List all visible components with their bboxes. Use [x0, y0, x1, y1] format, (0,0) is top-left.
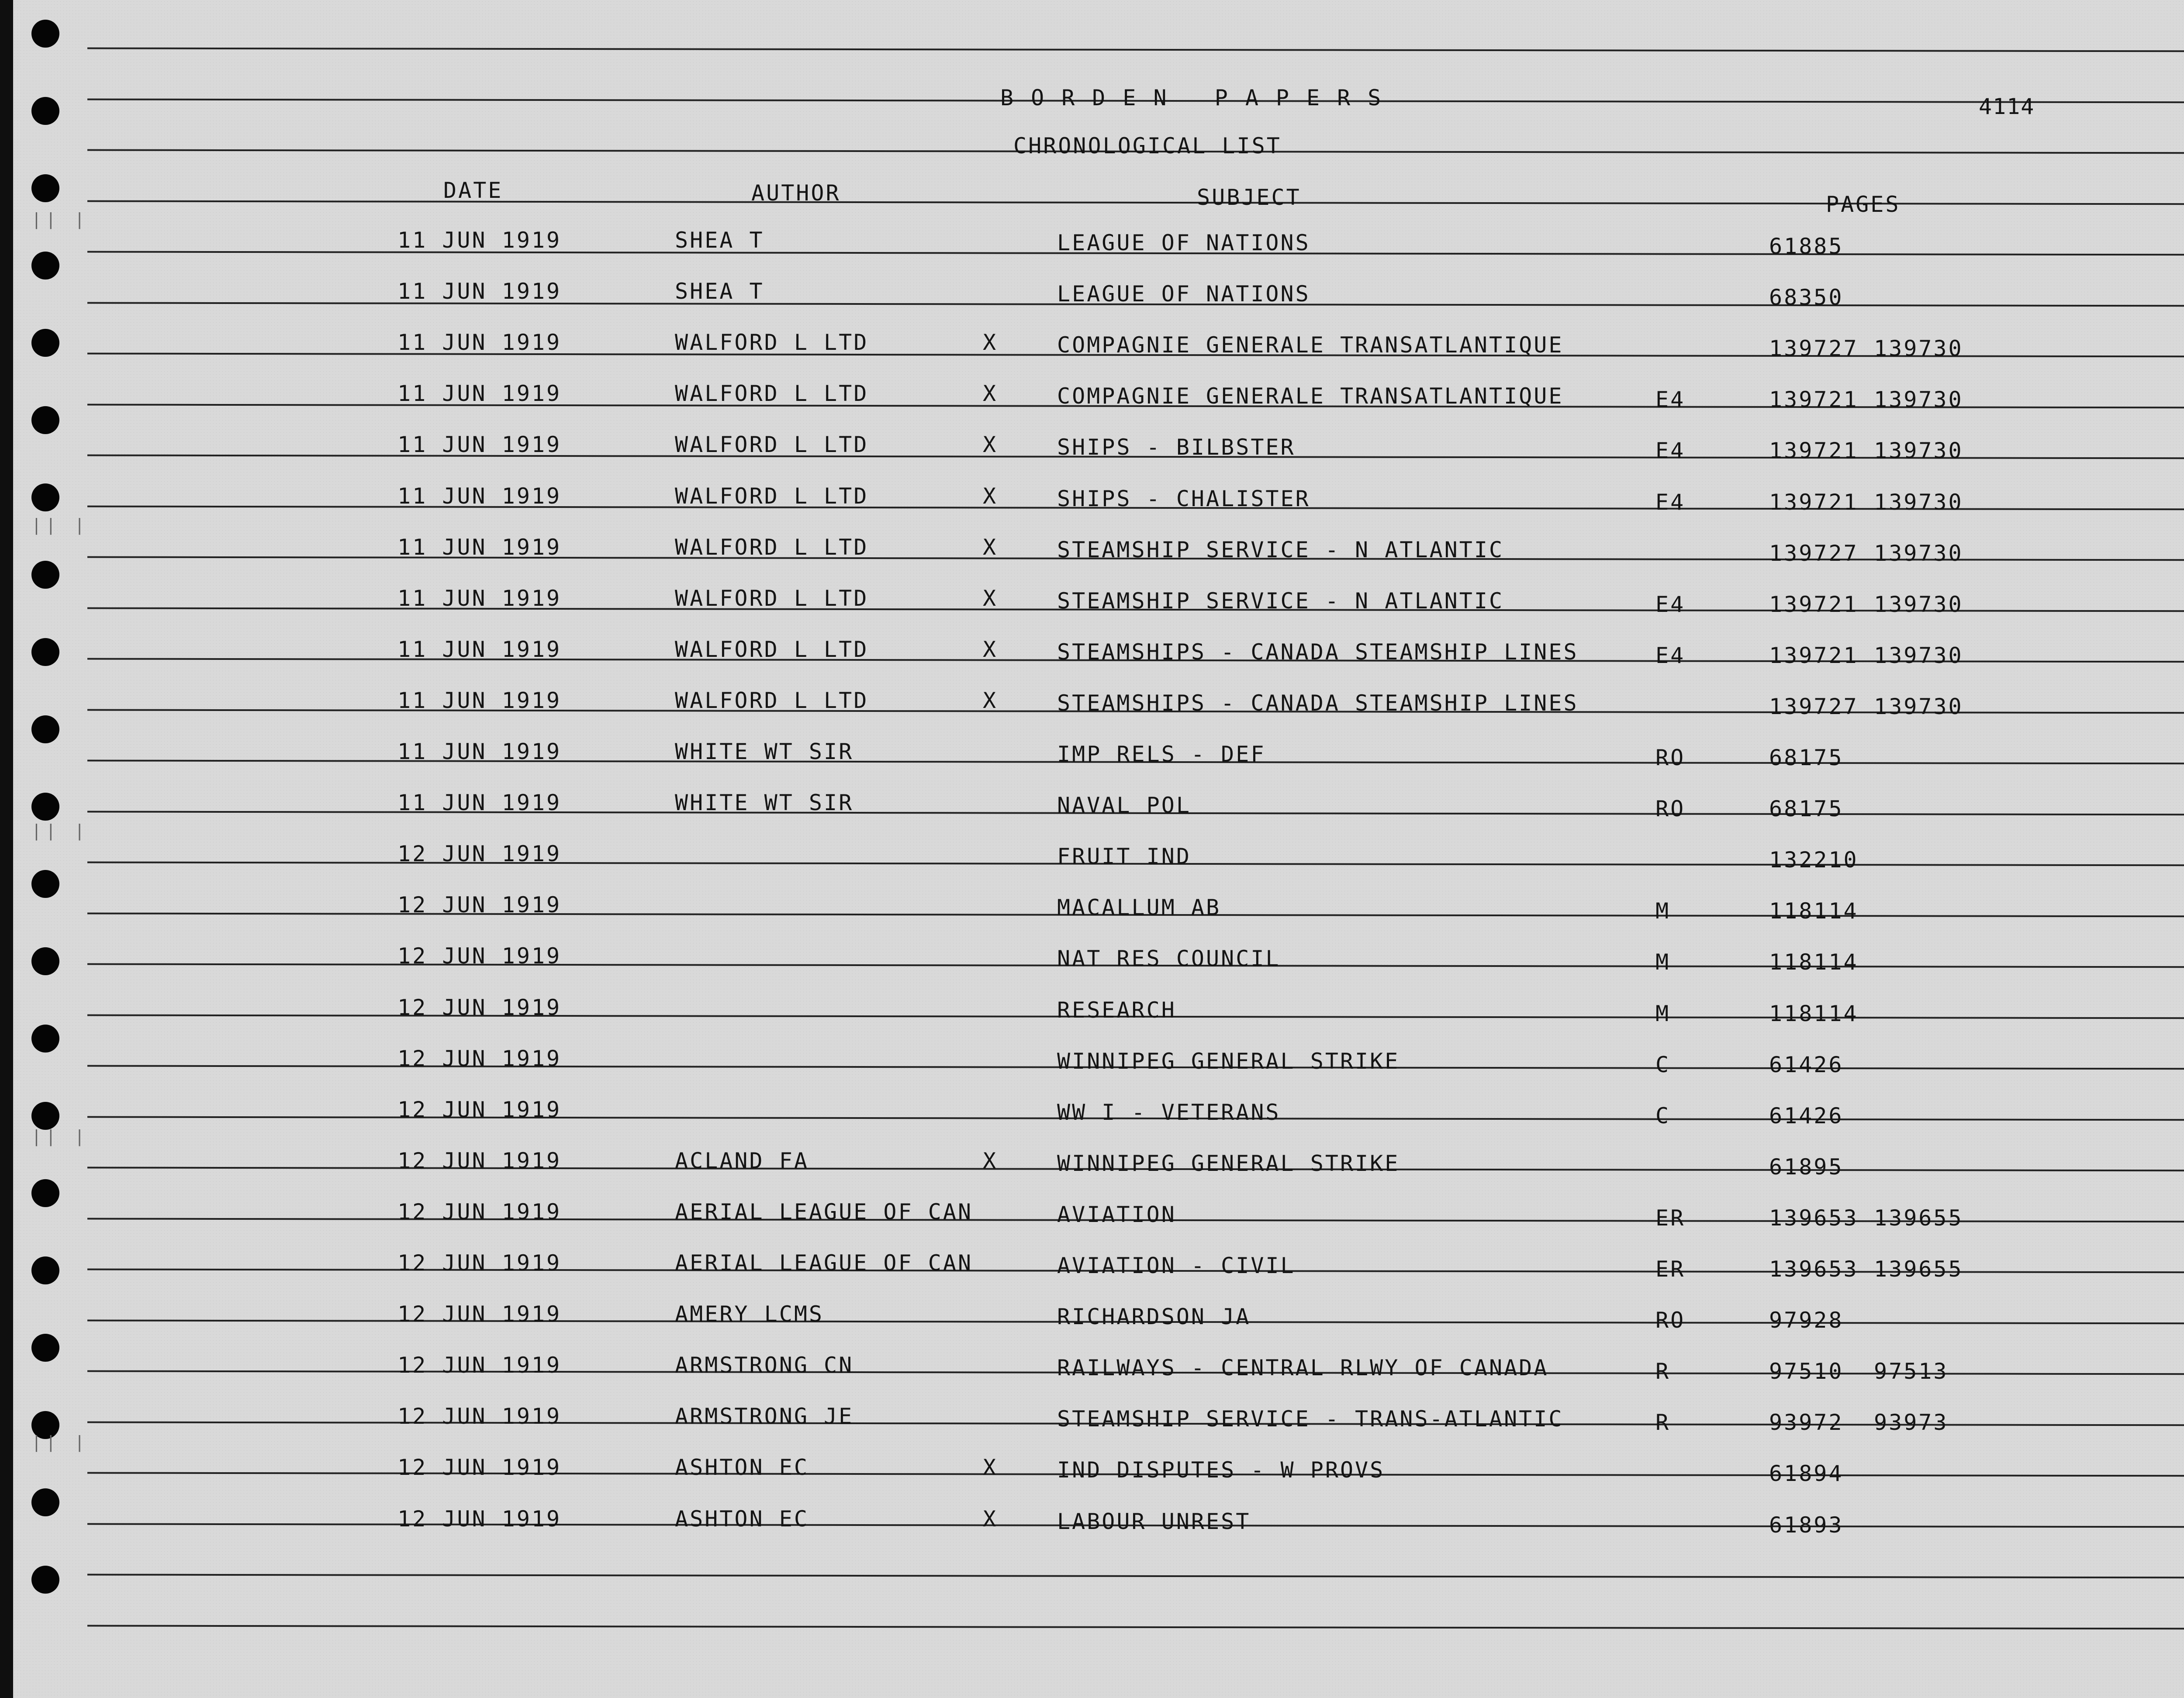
cell-author: AMERY LCMS	[675, 1301, 824, 1327]
feed-hole	[31, 1334, 59, 1362]
cell-author: WALFORD L LTD	[675, 330, 869, 355]
printout-sheet	[13, 0, 2184, 1698]
cell-subject: IMP RELS - DEF	[1057, 742, 1266, 767]
cell-page-from: 139721	[1769, 438, 1859, 463]
feed-hole	[31, 793, 59, 821]
cell-date: 12 JUN 1919	[397, 1301, 562, 1327]
cell-subject: STEAMSHIP SERVICE - N ATLANTIC	[1057, 537, 1504, 563]
cell-code: M	[1655, 1001, 1671, 1026]
cell-subject: LABOUR UNREST	[1057, 1509, 1251, 1534]
cell-date: 12 JUN 1919	[397, 943, 562, 969]
cell-page-from: 61885	[1769, 234, 1844, 259]
cell-page-to: 97513	[1874, 1359, 1949, 1384]
cell-code: ER	[1655, 1205, 1686, 1231]
cell-page-to: 139730	[1874, 541, 1963, 566]
cell-author: ARMSTRONG JE	[675, 1404, 854, 1429]
cell-date: 12 JUN 1919	[397, 841, 562, 866]
feed-hole	[31, 329, 59, 357]
cell-date: 11 JUN 1919	[397, 381, 562, 406]
feed-hole	[31, 715, 59, 743]
cell-date: 12 JUN 1919	[397, 1250, 562, 1276]
feed-hole	[31, 406, 59, 434]
cell-author: WALFORD L LTD	[675, 688, 869, 713]
cell-page-from: 139653	[1769, 1205, 1859, 1231]
cell-subject: WINNIPEG GENERAL STRIKE	[1057, 1049, 1400, 1074]
feed-hole	[31, 20, 59, 48]
cell-subject: STEAMSHIP SERVICE - N ATLANTIC	[1057, 588, 1504, 614]
feed-hole	[31, 97, 59, 125]
column-header-author: AUTHOR	[751, 180, 841, 206]
cell-subject: RICHARDSON JA	[1057, 1304, 1251, 1329]
cell-author: WALFORD L LTD	[675, 586, 869, 611]
cell-subject: IND DISPUTES - W PROVS	[1057, 1457, 1385, 1483]
cell-subject: COMPAGNIE GENERALE TRANSATLANTIQUE	[1057, 383, 1564, 409]
cell-flag: X	[983, 1455, 998, 1480]
cell-subject: NAVAL POL	[1057, 793, 1191, 818]
cell-code: C	[1655, 1052, 1671, 1077]
cell-page-from: 118114	[1769, 1001, 1859, 1026]
cell-code: M	[1655, 898, 1671, 924]
cell-page-to: 139730	[1874, 592, 1963, 617]
cell-subject: LEAGUE OF NATIONS	[1057, 230, 1310, 255]
cell-code: E4	[1655, 438, 1686, 463]
cell-flag: X	[983, 432, 998, 457]
cell-code: E4	[1655, 592, 1686, 617]
cell-page-from: 68175	[1769, 745, 1844, 770]
cell-page-from: 97510	[1769, 1359, 1844, 1384]
cell-code: C	[1655, 1103, 1671, 1129]
feed-hole	[31, 1102, 59, 1130]
cell-author: ASHTON EC	[675, 1455, 809, 1480]
cell-author: ARMSTRONG CN	[675, 1353, 854, 1378]
cell-subject: WINNIPEG GENERAL STRIKE	[1057, 1151, 1400, 1176]
cell-page-to: 139730	[1874, 336, 1963, 361]
cell-page-from: 139721	[1769, 490, 1859, 515]
cell-code: R	[1655, 1410, 1671, 1435]
cell-flag: X	[983, 330, 998, 355]
cell-page-from: 97928	[1769, 1308, 1844, 1333]
cell-page-from: 139721	[1769, 592, 1859, 617]
cell-page-from: 132210	[1769, 847, 1859, 873]
cell-date: 12 JUN 1919	[397, 1353, 562, 1378]
feed-hole	[31, 252, 59, 280]
cell-page-from: 139727	[1769, 541, 1859, 566]
cell-page-from: 61426	[1769, 1103, 1844, 1129]
cell-date: 11 JUN 1919	[397, 688, 562, 713]
cell-subject: NAT RES COUNCIL	[1057, 946, 1281, 971]
cell-subject: STEAMSHIPS - CANADA STEAMSHIP LINES	[1057, 690, 1579, 716]
ruled-line	[87, 1574, 2184, 1579]
cell-author: WALFORD L LTD	[675, 637, 869, 662]
cell-subject: AVIATION	[1057, 1202, 1176, 1227]
perforation-mark: || |	[31, 515, 89, 535]
cell-date: 12 JUN 1919	[397, 1097, 562, 1122]
cell-subject: SHIPS - CHALISTER	[1057, 486, 1310, 511]
cell-page-from: 68175	[1769, 796, 1844, 821]
feed-hole	[31, 1566, 59, 1594]
cell-date: 11 JUN 1919	[397, 739, 562, 764]
cell-subject: RAILWAYS - CENTRAL RLWY OF CANADA	[1057, 1355, 1549, 1380]
cell-date: 12 JUN 1919	[397, 1046, 562, 1071]
cell-date: 12 JUN 1919	[397, 995, 562, 1020]
ruled-line	[87, 48, 2184, 52]
cell-code: RO	[1655, 745, 1686, 770]
cell-author: SHEA T	[675, 228, 764, 253]
cell-subject: STEAMSHIP SERVICE - TRANS-ATLANTIC	[1057, 1406, 1564, 1432]
cell-code: RO	[1655, 796, 1686, 821]
cell-code: ER	[1655, 1256, 1686, 1282]
cell-subject: AVIATION - CIVIL	[1057, 1253, 1296, 1278]
cell-subject: FRUIT IND	[1057, 844, 1191, 869]
feed-hole	[31, 947, 59, 975]
cell-author: WHITE WT SIR	[675, 739, 854, 764]
cell-date: 12 JUN 1919	[397, 1404, 562, 1429]
cell-page-from: 93972	[1769, 1410, 1844, 1435]
cell-code: M	[1655, 949, 1671, 975]
cell-date: 11 JUN 1919	[397, 432, 562, 457]
perforation-mark: || |	[31, 210, 89, 229]
cell-subject: MACALLUM AB	[1057, 895, 1221, 920]
cell-date: 12 JUN 1919	[397, 1148, 562, 1173]
cell-code: RO	[1655, 1308, 1686, 1333]
cell-date: 11 JUN 1919	[397, 228, 562, 253]
cell-author: WALFORD L LTD	[675, 483, 869, 509]
cell-page-to: 139730	[1874, 387, 1963, 412]
cell-flag: X	[983, 1148, 998, 1173]
cell-page-from: 139727	[1769, 694, 1859, 719]
cell-flag: X	[983, 688, 998, 713]
feed-hole	[31, 483, 59, 511]
cell-author: AERIAL LEAGUE OF CAN	[675, 1199, 973, 1225]
cell-flag: X	[983, 586, 998, 611]
perforation-mark: || |	[31, 821, 89, 840]
cell-page-to: 139655	[1874, 1205, 1963, 1231]
cell-code: R	[1655, 1359, 1671, 1384]
cell-page-to: 139730	[1874, 694, 1963, 719]
cell-code: E4	[1655, 490, 1686, 515]
cell-flag: X	[983, 483, 998, 509]
cell-page-from: 139727	[1769, 336, 1859, 361]
cell-page-from: 118114	[1769, 949, 1859, 975]
cell-flag: X	[983, 535, 998, 560]
cell-page-to: 139655	[1874, 1256, 1963, 1282]
cell-page-from: 61426	[1769, 1052, 1844, 1077]
feed-hole	[31, 1256, 59, 1284]
feed-hole	[31, 870, 59, 898]
cell-subject: SHIPS - BILBSTER	[1057, 435, 1296, 460]
cell-page-to: 139730	[1874, 643, 1963, 668]
cell-page-from: 139721	[1769, 387, 1859, 412]
cell-flag: X	[983, 381, 998, 406]
ruled-line	[87, 1625, 2184, 1630]
cell-author: WHITE WT SIR	[675, 790, 854, 815]
list-title: CHRONOLOGICAL LIST	[1013, 133, 1282, 159]
cell-subject: COMPAGNIE GENERALE TRANSATLANTIQUE	[1057, 332, 1564, 358]
cell-subject: RESEARCH	[1057, 997, 1176, 1023]
cell-page-to: 139730	[1874, 490, 1963, 515]
cell-page-from: 68350	[1769, 285, 1844, 310]
cell-date: 11 JUN 1919	[397, 279, 562, 304]
column-header-date: DATE	[443, 178, 503, 203]
cell-author: WALFORD L LTD	[675, 535, 869, 560]
cell-page-to: 139730	[1874, 438, 1963, 463]
cell-author: ASHTON EC	[675, 1506, 809, 1532]
cell-page-from: 139721	[1769, 643, 1859, 668]
cell-page-from: 139653	[1769, 1256, 1859, 1282]
cell-date: 12 JUN 1919	[397, 1506, 562, 1532]
cell-page-from: 61895	[1769, 1154, 1844, 1180]
feed-hole	[31, 174, 59, 202]
cell-date: 11 JUN 1919	[397, 330, 562, 355]
cell-flag: X	[983, 637, 998, 662]
cell-flag: X	[983, 1506, 998, 1532]
cell-date: 11 JUN 1919	[397, 483, 562, 509]
cell-author: SHEA T	[675, 279, 764, 304]
cell-date: 12 JUN 1919	[397, 1455, 562, 1480]
cell-author: WALFORD L LTD	[675, 432, 869, 457]
feed-hole	[31, 1025, 59, 1053]
cell-page-from: 61893	[1769, 1512, 1844, 1538]
cell-date: 12 JUN 1919	[397, 1199, 562, 1225]
cell-date: 11 JUN 1919	[397, 790, 562, 815]
cell-page-from: 118114	[1769, 898, 1859, 924]
document-title: BORDEN PAPERS	[1000, 85, 1399, 110]
cell-author: AERIAL LEAGUE OF CAN	[675, 1250, 973, 1276]
feed-hole	[31, 1488, 59, 1516]
feed-hole	[31, 1179, 59, 1207]
cell-author: WALFORD L LTD	[675, 381, 869, 406]
cell-date: 11 JUN 1919	[397, 637, 562, 662]
cell-page-from: 61894	[1769, 1461, 1844, 1486]
cell-subject: WW I - VETERANS	[1057, 1100, 1281, 1125]
feed-hole	[31, 561, 59, 589]
cell-date: 12 JUN 1919	[397, 892, 562, 918]
cell-subject: STEAMSHIPS - CANADA STEAMSHIP LINES	[1057, 639, 1579, 665]
column-header-pages: PAGES	[1826, 192, 1901, 217]
page-number: 4114	[1979, 94, 2035, 119]
cell-date: 11 JUN 1919	[397, 535, 562, 560]
cell-page-to: 93973	[1874, 1410, 1949, 1435]
cell-subject: LEAGUE OF NATIONS	[1057, 281, 1310, 307]
cell-date: 11 JUN 1919	[397, 586, 562, 611]
perforation-mark: || |	[31, 1432, 89, 1452]
cell-code: E4	[1655, 387, 1686, 412]
feed-hole	[31, 638, 59, 666]
cell-author: ACLAND FA	[675, 1148, 809, 1173]
column-header-subject: SUBJECT	[1197, 185, 1301, 210]
perforation-mark: || |	[31, 1127, 89, 1146]
cell-code: E4	[1655, 643, 1686, 668]
